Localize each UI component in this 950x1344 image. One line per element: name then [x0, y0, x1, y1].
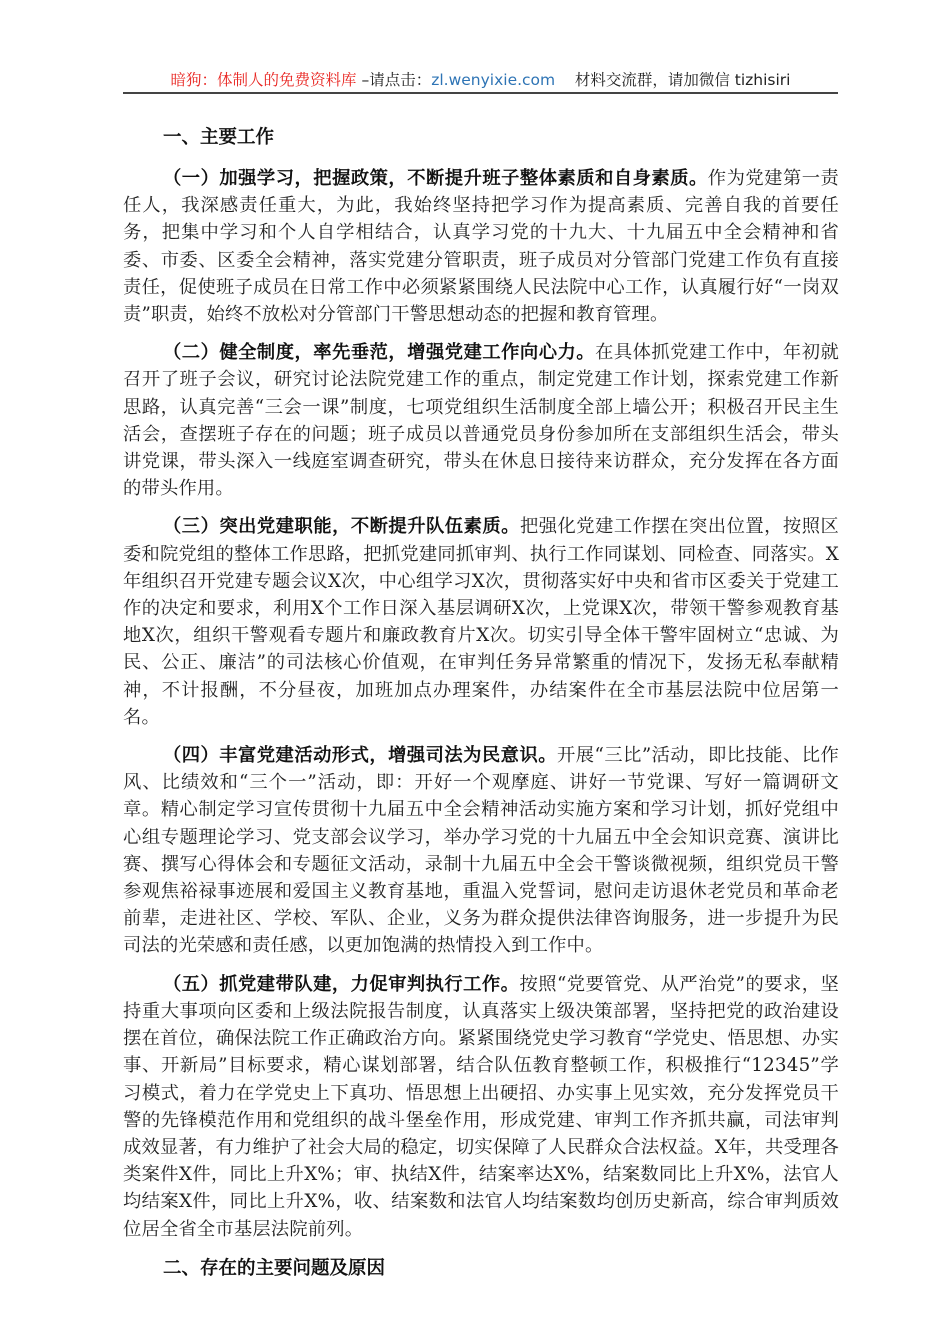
paragraph-1 [123, 165, 839, 328]
paragraph-2-lead: （二）健全制度，率先垂范，增强党建工作向心力。 [163, 342, 596, 364]
paragraph-5-lead: （五）抓党建带队建，力促审判执行工作。 [163, 973, 520, 995]
paragraph-2-body: 在具体抓党建工作中，年初就召开了班子会议，研究讨论法院党建工作的重点，制定党建工作计划，探索党建工作新思路，认真完善“三会一课”制度，七项党组织生活制度全部上墙公开；积极召开民主生活会，查摆班子存在的问题；班子成员以普通党员身份参加所在支部组织生活会，带头讲党课，带头深入一线庭室调查研究，带头在休息日接待来访群众，充分发挥在各方面的带头作用。 [123, 342, 839, 500]
promo-click-label: –请点击： [356, 71, 432, 89]
paragraph-3-lead: （三）突出党建职能，不断提升队伍素质。 [163, 516, 520, 538]
paragraph-5-body: 按照“党要管党、从严治党”的要求，坚持重大事项向区委和上级法院报告制度，认真落实上级决策部署，坚持把党的政治建设摆在首位，确保法院工作正确政治方向。紧紧围绕党史学习教育“学党史、悟思想、办实事、开新局”目标要求，精心谋划部署，结合队伍教育整顿工作，积极推行“12345”学习模式，着力在学党史上下真功、悟思想上出硬招、办实事上见实效，充分发挥党员干警的先锋模范作用和党组织的战斗堡垒作用，形成党建、审判工作齐抓共赢，司法审判成效显著，有力维护了社会大局的稳定，切实保障了人民群众合法权益。X年，共受理各类案件X件，同比上升X%；审、执结X件，结案率达X%，结案数同比上升X%，法官人均结案X件，同比上升X%，收、结案数和法官人均结案数均创历史新高，综合审判质效位居全省全市基层法院前列。 [123, 973, 839, 1240]
paragraph-4-lead: （四）丰富党建活动形式，增强司法为民意识。 [163, 745, 557, 767]
header-divider [123, 92, 838, 94]
section-heading-main-work: 一、主要工作 [163, 127, 275, 148]
paragraph-3 [123, 513, 839, 731]
promo-url-link[interactable]: zl.wenyixie.com [431, 71, 556, 89]
paragraph-3-body: 把强化党建工作摆在突出位置，按照区委和院党组的整体工作思路，把抓党建同抓审判、执行工作同谋划、同检查、同落实。X年组织召开党建专题会议X次，中心组学习X次，贯彻落实好中央和省市区委关于党建工作的决定和要求，利用X个工作日深入基层调研X次，上党课X次，带领干警参观教育基地X次，组织干警观看专题片和廉政教育片X次。切实引导全体干警牢固树立“忠诚、为民、公正、廉洁”的司法核心价值观，在审判任务异常繁重的情况下，发扬无私奉献精神，不计报酬，不分昼夜，加班加点办理案件，办结案件在全市基层法院中位居第一名。 [123, 516, 839, 728]
paragraph-1-body: 作为党建第一责任人，我深感责任重大，为此，我始终坚持把学习作为提高素质、完善自我的首要任务，把集中学习和个人自学相结合，认真学习党的十九大、十九届五中全会精神和省委、市委、区委全会精神，落实党建分管职责，班子成员对分管部门党建工作负有直接责任，促使班子成员在日常工作中必须紧紧围绕人民法院中心工作，认真履行好“一岗双责”职责，始终不放松对分管部门干警思想动态的把握和教育管理。 [123, 168, 839, 326]
section-heading-problems: 二、存在的主要问题及原因 [163, 1257, 386, 1279]
paragraph-4 [123, 742, 839, 960]
promo-site-name: 暗狗：体制人的免费资料库 [170, 71, 357, 89]
promo-header [123, 68, 838, 92]
paragraph-5 [123, 971, 839, 1243]
promo-contact: 材料交流群，请加微信 tizhisiri [555, 71, 791, 89]
document-body [123, 124, 839, 1296]
paragraph-4-body: 开展“三比”活动，即比技能、比作风、比绩效和“三个一”活动，即：开好一个观摩庭、讲好一节党课、写好一篇调研文章。精心制定学习宣传贯彻十九届五中全会精神活动实施方案和学习计划，抓好党组中心组专题理论学习、党支部会议学习，举办学习党的十九届五中全会知识竞赛、演讲比赛、撰写心得体会和专题征文活动，录制十九届五中全会干警谈微视频，组织党员干警参观焦裕禄事迹展和爱国主义教育基地，重温入党誓词，慰问走访退休老党员和革命老前辈，走进社区、学校、军队、企业，义务为群众提供法律咨询服务，进一步提升为民司法的光荣感和责任感，以更加饱满的热情投入到工作中。 [123, 745, 839, 957]
paragraph-1-lead: （一）加强学习，把握政策，不断提升班子整体素质和自身素质。 [163, 168, 708, 189]
paragraph-2 [123, 339, 839, 502]
